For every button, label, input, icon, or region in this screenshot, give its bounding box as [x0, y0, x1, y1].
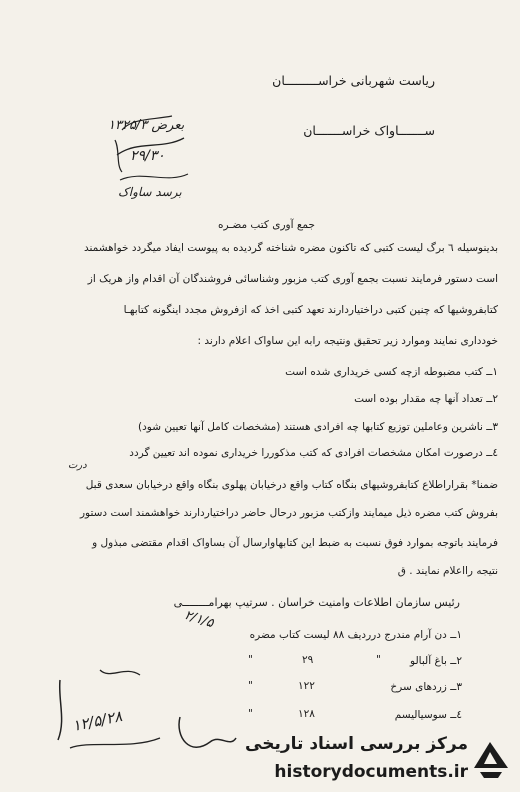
subject-line: جمع آوری کتب مضـره — [217, 219, 315, 231]
handwritten-insertion: درت — [68, 460, 87, 471]
para2-line-3: فرمایند باتوجه بموارد فوق نسبت به ضبط این کتابهاوارسال آن بساواک اقدام مقتضی مبذول و — [92, 537, 498, 549]
handwritten-bottom-date: ۱۲/۵/۲۸ — [70, 706, 124, 736]
body-line-2: است دستور فرمایند نسبت بجمع آوری کتب مزبور وشناسائی فروشندگان آن اقدام واز هریک از — [87, 273, 498, 285]
ditto-mark-2a: " — [376, 654, 381, 666]
para2-line-4: نتیجه رااعلام نمایند . ق — [397, 565, 498, 577]
para2-line-1: ضمنا* بقراراطلاع کتابفروشیهای بنگاه کتاب واقع درخیابان پهلوی بنگاه واقع درخیابان سعدی قبل — [85, 479, 498, 491]
signature-line: رئیس سازمان اطلاعات وامنیت خراسان . سرتیپ بهرامــــــــی — [173, 596, 460, 609]
margin-note-line2: ۲۹/۳۰ — [130, 148, 165, 164]
item-2: ۲ــ تعداد آنها چه مقدار بوده است — [354, 393, 498, 405]
body-line-1: بدینوسیله ٦ برگ لیست کتبی که تاکنون مضره شناخته گردیده به پیوست ایفاد میگردد خواهشمند — [84, 242, 498, 254]
watermark-title: مرکز بررسی اسناد تاریخی — [245, 734, 468, 754]
header-police: ریاست شهربانی خراســـــــــان — [272, 73, 435, 88]
body-line-4: خودداری نمایند وموارد زیر تحقیق ونتیجه رابه این ساواک اعلام دارند : — [197, 335, 498, 347]
list-item-2: ۲ــ باغ آلبالو — [410, 655, 462, 667]
item-1: ۱ــ کتب مضبوطه ازچه کسی خریداری شده است — [285, 366, 498, 378]
list-item-4: ٤ــ سوسیالیسم — [394, 709, 462, 721]
body-line-3: کتابفروشیها که چنین کتبی دراختیاردارند تعهد کتبی اخذ که ازفروش مجدد اینگونه کتابهـا — [123, 304, 498, 316]
list-qty-3: ۱۲۲ — [298, 680, 315, 692]
ditto-mark-3: " — [248, 680, 253, 692]
ditto-mark-2b: " — [248, 654, 253, 666]
list-item-3: ۳ــ زردهای سرخ — [390, 681, 462, 693]
header-savak: ســـــــاواک خراســـــــان — [303, 123, 435, 138]
archive-logo-icon — [470, 738, 512, 780]
margin-note-line3: برسد ساواک — [118, 185, 182, 199]
para2-line-2: بفروش کتب مضره ذیل میمایند وازکتب مزبور درحال حاضر دراختیاردارند خواهشمند است دستور — [79, 507, 498, 519]
archive-watermark — [212, 728, 520, 792]
list-item-1: ۱ــ دن آرام مندرج درردیف ۸۸ لیست کتاب مضره — [249, 629, 462, 641]
handwritten-date: ۲/۱/۵ — [182, 607, 216, 632]
ditto-mark-4: " — [248, 708, 253, 720]
watermark-url: historydocuments.ir — [274, 762, 468, 782]
margin-note-line1: بعرض ۱۳۲۵/۳ — [108, 118, 185, 133]
list-qty-2: ۲۹ — [302, 654, 314, 666]
list-qty-4: ۱۲۸ — [298, 708, 315, 720]
item-4: ٤ــ درصورت امکان مشخصات افرادی که کتب مذکوررا خریداری نموده اند تعیین گردد — [129, 447, 498, 459]
item-3: ۳ــ ناشرین وعاملین توزیع کتابها چه افرادی هستند (مشخصات کامل آنها تعیین شود) — [138, 421, 498, 433]
